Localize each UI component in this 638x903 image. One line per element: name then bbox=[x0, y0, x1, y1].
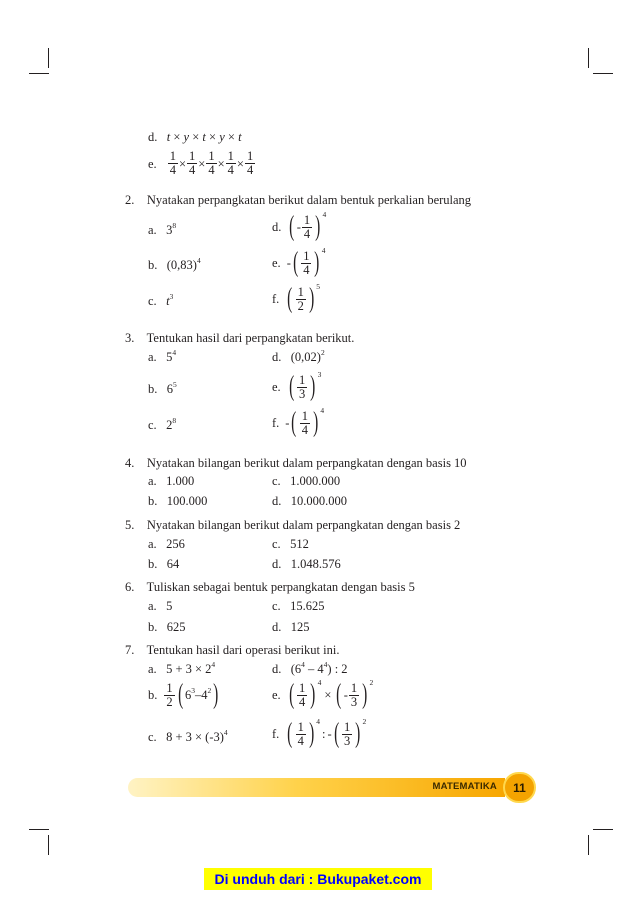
q4-b-item: b. 100.000 bbox=[148, 494, 208, 508]
q5-d-item: d. 1.048.576 bbox=[272, 557, 341, 571]
q6-a-item: a. 5 bbox=[148, 599, 173, 613]
fraction: $\frac{1}{4}$ bbox=[189, 149, 196, 177]
q6-b-item: b. 625 bbox=[148, 620, 186, 634]
fraction: $\frac{1}{4}$ bbox=[246, 149, 254, 177]
math-op: × bbox=[173, 130, 181, 144]
question-number: 4. bbox=[125, 456, 135, 470]
question-4 bbox=[125, 456, 467, 470]
math-op: × bbox=[227, 130, 235, 144]
question-2 bbox=[125, 193, 471, 207]
q1-d-item bbox=[148, 130, 242, 144]
item-letter: e. bbox=[148, 156, 157, 171]
q5-c-item: c. 512 bbox=[272, 537, 309, 551]
question-7 bbox=[125, 643, 339, 657]
math-op: × bbox=[217, 156, 225, 171]
crop-mark bbox=[588, 835, 589, 855]
question-text: Nyatakan bilangan berikut dalam perpangkatan dengan basis 10 bbox=[146, 456, 467, 470]
math-op: × bbox=[209, 130, 217, 144]
page-number: 11 bbox=[513, 780, 526, 795]
page-number-badge bbox=[503, 772, 536, 803]
q7-a-item: a. $5 + 3 \times 2^4$ bbox=[148, 660, 216, 676]
q3-b-item: b. $6^5$ bbox=[148, 380, 177, 396]
q3-e-item: e. ( $\frac{1}{3}$ ) 3 bbox=[272, 370, 322, 402]
question-number: 2. bbox=[125, 193, 135, 207]
question-5 bbox=[125, 518, 460, 532]
crop-mark bbox=[29, 73, 49, 74]
q3-d-item: d. $(0,02)^2$ bbox=[272, 348, 325, 364]
q3-c-item: c. $2^8$ bbox=[148, 416, 177, 432]
question-6 bbox=[125, 580, 415, 594]
question-number: 7. bbox=[125, 643, 135, 657]
math-op: × bbox=[236, 156, 244, 171]
subject-label: MATEMATIKA bbox=[432, 781, 497, 792]
item-letter: d. bbox=[148, 130, 158, 144]
question-number: 5. bbox=[125, 518, 135, 532]
q2-f-item: f. ( $\frac{1}{2}$ ) 5 bbox=[272, 282, 320, 314]
fraction: $\frac{1}{4}$ bbox=[208, 149, 215, 177]
math-var: t bbox=[238, 130, 242, 144]
math-op: × bbox=[178, 156, 186, 171]
crop-mark bbox=[48, 835, 49, 855]
q4-d-item: d. 10.000.000 bbox=[272, 494, 347, 508]
fraction: $\frac{1}{4}$ bbox=[227, 149, 234, 177]
crop-mark bbox=[588, 48, 589, 68]
q6-c-item: c. 15.625 bbox=[272, 599, 325, 613]
question-number: 3. bbox=[125, 331, 135, 345]
question-text: Tentukan hasil dari perpangkatan berikut. bbox=[146, 331, 355, 345]
download-banner[interactable]: Di unduh dari : Bukupaket.com bbox=[204, 868, 432, 890]
question-text: Nyatakan bilangan berikut dalam perpangkatan dengan basis 2 bbox=[146, 518, 461, 532]
footer-bar bbox=[128, 778, 505, 797]
q3-f-item: f. - ( $\frac{1}{4}$ ) 4 bbox=[272, 406, 325, 438]
math-var: y bbox=[219, 130, 225, 144]
math-var: t bbox=[166, 130, 171, 144]
q7-b-item: b. $\frac{1}{2}$ ( 6 3 – 4 2 ) bbox=[148, 679, 219, 710]
q5-b-item: b. 64 bbox=[148, 557, 180, 571]
q2-e-item: e. - ( $\frac{1}{4}$ ) 4 bbox=[272, 246, 326, 278]
q3-a-item: a. $5^4$ bbox=[148, 348, 177, 364]
q7-e-item: e. ( $\frac{1}{4}$ ) 4 × ( - $\frac{1}{3}$ ) 2 bbox=[272, 678, 374, 710]
math-var: y bbox=[183, 130, 190, 144]
q6-d-item: d. 125 bbox=[272, 620, 310, 634]
q7-c-item: c. $8 + 3 \times (-3)^4$ bbox=[148, 728, 228, 744]
fraction: $\frac{1}{4}$ bbox=[169, 149, 176, 177]
q5-a-item: a. 256 bbox=[148, 537, 185, 551]
crop-mark bbox=[593, 829, 613, 830]
q2-d-item: d. ( - $\frac{1}{4}$ ) 4 bbox=[272, 210, 327, 242]
question-text: Tentukan hasil dari operasi berikut ini. bbox=[146, 643, 340, 657]
question-number: 6. bbox=[125, 580, 135, 594]
question-text: Nyatakan perpangkatan berikut dalam bentuk perkalian berulang bbox=[146, 193, 472, 207]
q2-a-item: a. $3^8$ bbox=[148, 221, 177, 237]
q2-c-item: c. $t^3$ bbox=[148, 292, 174, 308]
q4-c-item: c. 1.000.000 bbox=[272, 474, 341, 488]
crop-mark bbox=[29, 829, 49, 830]
q1-e-item bbox=[148, 150, 256, 180]
q4-a-item: a. 1.000 bbox=[148, 474, 195, 488]
math-var: t bbox=[202, 130, 206, 144]
crop-mark bbox=[48, 48, 49, 68]
q2-b-item: b. $(0,83)^4$ bbox=[148, 256, 201, 272]
question-3 bbox=[125, 331, 354, 345]
q7-f-item: f. ( $\frac{1}{4}$ ) 4 : - ( $\frac{1}{3}$ ) 2 bbox=[272, 717, 367, 749]
question-text: Tuliskan sebagai bentuk perpangkatan dengan basis 5 bbox=[146, 580, 415, 594]
crop-mark bbox=[593, 73, 613, 74]
q7-d-item: d. $(6^4 - 4^4)$ : 2 bbox=[272, 660, 348, 676]
math-op: × bbox=[192, 130, 200, 144]
math-op: × bbox=[198, 156, 206, 171]
